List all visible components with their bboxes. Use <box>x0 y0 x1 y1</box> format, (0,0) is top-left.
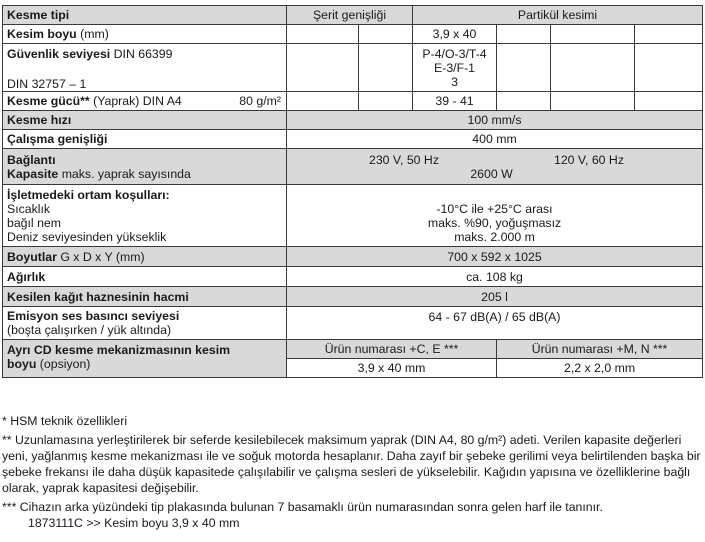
cut-size-label: Kesim boyu <box>7 27 77 41</box>
environment-humidity: bağıl nem <box>7 216 62 230</box>
capacity-gsm: 80 g/m² <box>239 94 281 108</box>
noise-label: Emisyon ses basıncı seviyesi <box>7 309 180 323</box>
bin-value: 205 l <box>287 287 703 307</box>
connection-label: Bağlantı <box>7 152 56 167</box>
environment-temp: Sıcaklık <box>7 202 51 216</box>
security-label: Güvenlik seviyesi <box>7 47 111 61</box>
width-row <box>3 130 703 149</box>
cd-option: (opsiyon) <box>39 357 91 371</box>
environment-label: İşletmedeki ortam koşulları: <box>7 188 170 202</box>
capacity-paren: (Yaprak) DIN A4 <box>93 94 182 108</box>
dimensions-value: 700 x 592 x 1025 <box>287 247 703 267</box>
weight-value: ca. 108 kg <box>287 267 703 287</box>
security-value-1: P-4/O-3/T-4 <box>422 46 487 61</box>
capacity-value: 39 - 41 <box>413 92 497 111</box>
speed-value: 100 mm/s <box>287 111 703 130</box>
header-label: Kesme tipi <box>7 8 70 22</box>
cd-size-2: 2,2 x 2,0 mm <box>497 359 703 378</box>
width-value: 400 mm <box>287 130 703 149</box>
capacity-label: Kesme gücü** <box>7 94 90 108</box>
cd-label-2: boyu <box>7 357 37 371</box>
width-label: Çalışma genişliği <box>7 132 108 146</box>
voltage-eu: 230 V, 50 Hz <box>369 152 439 167</box>
spec-table <box>2 5 703 378</box>
cd-product-2: Ürün numarası +M, N *** <box>497 340 703 359</box>
cd-label: Ayrı CD kesme mekanizmasının kesim <box>7 343 231 357</box>
cd-row-1 <box>3 340 703 359</box>
capacity-power-sub: maks. yaprak sayısında <box>61 166 191 181</box>
security-value-2: E-3/F-1 <box>434 60 476 75</box>
header-particle: Partikül kesimi <box>413 6 703 25</box>
security-std1: DIN 66399 <box>113 47 173 61</box>
weight-label: Ağırlık <box>7 269 46 284</box>
dimensions-label: Boyutlar <box>7 249 57 264</box>
altitude-value: maks. 2.000 m <box>454 230 535 244</box>
header-row <box>3 6 703 25</box>
footnote-3-example: 1873111C >> Kesim boyu 3,9 x 40 mm <box>28 516 240 530</box>
capacity-row <box>3 92 703 111</box>
cd-product-1: Ürün numarası +C, E *** <box>287 340 497 359</box>
noise-sub: (boşta çalışırken / yük altında) <box>7 323 172 337</box>
capacity-power-label: Kapasite <box>7 166 59 181</box>
temp-value: -10°C ile +25°C arası <box>436 202 553 216</box>
voltage-us: 120 V, 60 Hz <box>554 152 624 167</box>
security-row <box>3 44 703 92</box>
weight-row <box>3 267 703 287</box>
dimensions-unit: G x D x Y (mm) <box>60 249 145 264</box>
bin-label: Kesilen kağıt haznesinin hacmi <box>7 289 189 304</box>
noise-row <box>3 307 703 340</box>
footnotes <box>2 413 702 531</box>
cut-size-value: 3,9 x 40 <box>413 25 497 44</box>
power-value: 2600 W <box>470 166 513 181</box>
environment-row <box>3 185 703 247</box>
connection-row <box>3 149 703 185</box>
footnote-3: *** Cihazın arka yüzündeki tip plakasında bulunan 7 basamaklı ürün numarasından sonra gelen harf ile tanınır. <box>2 500 603 514</box>
header-strip: Şerit genişliği <box>287 6 413 25</box>
speed-row <box>3 111 703 130</box>
bin-row <box>3 287 703 307</box>
footnote-2: ** Uzunlamasına yerleştirilerek bir seferde kesilebilecek maksimum yaprak (DIN A4, 80 g/m²) adeti. Verilen kapasite değerleri yeni, yağlanmış kesme mekanizması ile ve soğuk motorda hesaplanır. Daha zayıf bir şebeke gerilimi veya belirtilenden başka bir şebeke frekansı ile daha düşük kapasitede çalışılabilir ve çalışma sesleri de yükselebilir. Kağıdın yapısına ve özelliklerine bağlı olarak, yaprak kapasitesi değişebilir. <box>2 433 701 495</box>
security-std2: DIN 32757 – 1 <box>7 77 87 91</box>
footnote-1: * HSM teknik özellikleri <box>2 414 128 428</box>
dimensions-row <box>3 247 703 267</box>
environment-altitude: Deniz seviyesinden yükseklik <box>7 230 167 244</box>
security-value-3: 3 <box>451 74 458 89</box>
cd-size-1: 3,9 x 40 mm <box>287 359 497 378</box>
speed-label: Kesme hızı <box>7 113 72 127</box>
humidity-value: maks. %90, yoğuşmasız <box>427 216 562 230</box>
noise-value: 64 - 67 dB(A) / 65 dB(A) <box>287 307 703 340</box>
cut-size-row <box>3 25 703 44</box>
cut-size-unit: (mm) <box>80 27 109 41</box>
